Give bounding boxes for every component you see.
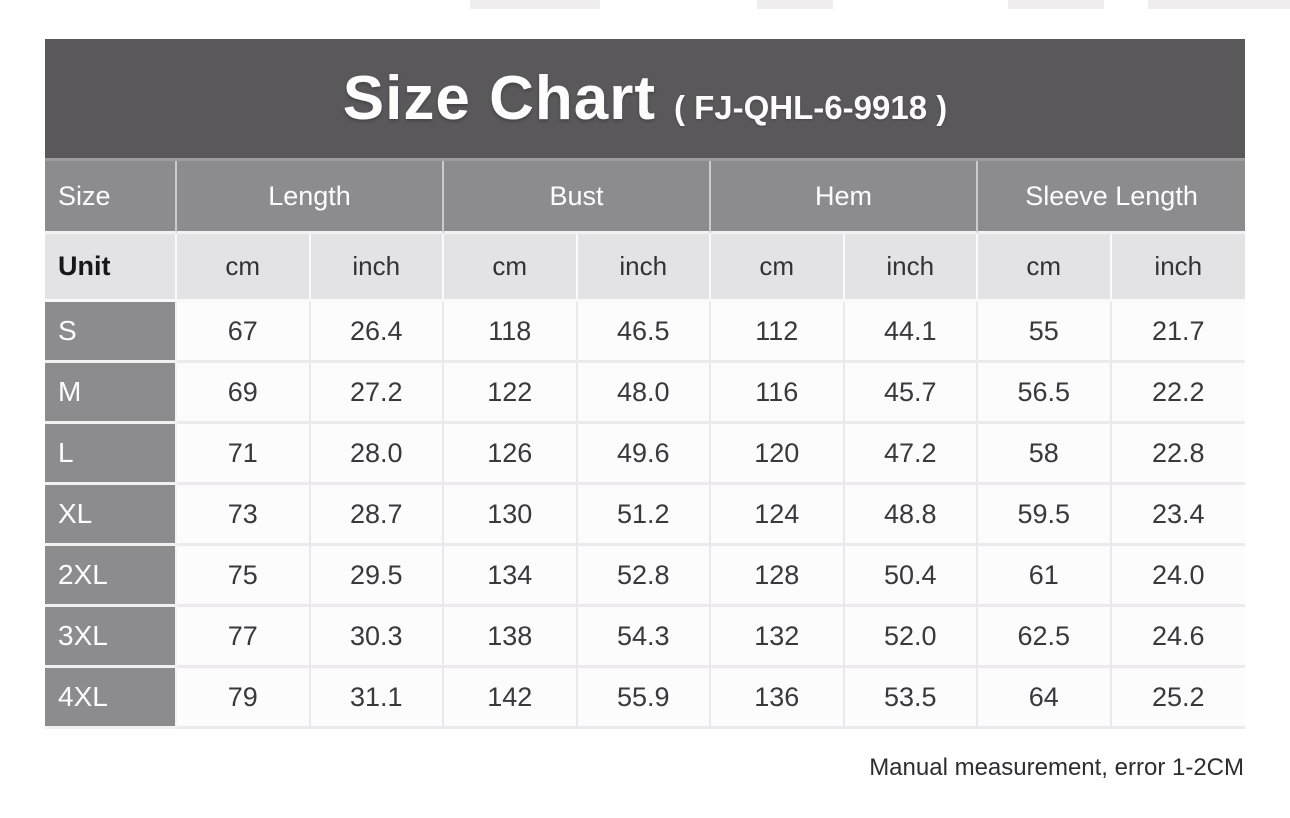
measurement-value: 142: [444, 668, 578, 729]
column-header-length: Length: [177, 161, 444, 234]
measurement-value: 61: [978, 546, 1112, 607]
measurement-value: 58: [978, 424, 1112, 485]
measurement-value: 28.0: [311, 424, 445, 485]
product-code: ( FJ-QHL-6-9918 ): [673, 89, 948, 126]
size-row: [45, 546, 1245, 607]
measurement-value: 28.7: [311, 485, 445, 546]
size-label: 2XL: [45, 546, 177, 607]
measurement-value: 24.6: [1112, 607, 1246, 668]
measurement-value: 62.5: [978, 607, 1112, 668]
size-chart-table: [45, 161, 1245, 729]
measurement-value: 31.1: [311, 668, 445, 729]
measurement-value: 26.4: [311, 302, 445, 363]
measurement-value: 22.8: [1112, 424, 1246, 485]
measurement-value: 47.2: [845, 424, 979, 485]
measurement-value: 52.8: [578, 546, 712, 607]
measurement-value: 54.3: [578, 607, 712, 668]
measurement-value: 50.4: [845, 546, 979, 607]
measurement-value: 55.9: [578, 668, 712, 729]
measurement-value: 44.1: [845, 302, 979, 363]
measurement-value: 48.0: [578, 363, 712, 424]
size-label: M: [45, 363, 177, 424]
size-label: S: [45, 302, 177, 363]
measurement-value: 138: [444, 607, 578, 668]
size-row: [45, 302, 1245, 363]
measurement-value: 134: [444, 546, 578, 607]
unit-cell: cm: [177, 234, 311, 302]
measurement-value: 122: [444, 363, 578, 424]
measurement-value: 55: [978, 302, 1112, 363]
measurement-value: 30.3: [311, 607, 445, 668]
measurement-value: 77: [177, 607, 311, 668]
measurement-value: 27.2: [311, 363, 445, 424]
cropped-image-fragment: [470, 0, 600, 9]
size-label: L: [45, 424, 177, 485]
measurement-value: 75: [177, 546, 311, 607]
unit-cell: inch: [1112, 234, 1246, 302]
measurement-value: 116: [711, 363, 845, 424]
measurement-value: 120: [711, 424, 845, 485]
size-chart-panel: [45, 39, 1245, 782]
measurement-value: 29.5: [311, 546, 445, 607]
measurement-value: 132: [711, 607, 845, 668]
measurement-value: 64: [978, 668, 1112, 729]
measurement-value: 23.4: [1112, 485, 1246, 546]
size-label: XL: [45, 485, 177, 546]
unit-cell: cm: [978, 234, 1112, 302]
unit-cell: inch: [311, 234, 445, 302]
measurement-value: 126: [444, 424, 578, 485]
cropped-image-fragment: [1008, 0, 1104, 9]
column-header-bust: Bust: [444, 161, 711, 234]
measurement-value: 53.5: [845, 668, 979, 729]
cropped-image-fragment: [1148, 0, 1290, 9]
measurement-value: 59.5: [978, 485, 1112, 546]
column-header-hem: Hem: [711, 161, 978, 234]
measurement-value: 67: [177, 302, 311, 363]
size-label: 3XL: [45, 607, 177, 668]
measurement-value: 118: [444, 302, 578, 363]
size-row: [45, 668, 1245, 729]
cropped-image-fragment: [757, 0, 833, 9]
measurement-value: 71: [177, 424, 311, 485]
measurement-value: 130: [444, 485, 578, 546]
measurement-value: 124: [711, 485, 845, 546]
size-row: [45, 485, 1245, 546]
unit-cell: inch: [845, 234, 979, 302]
measurement-value: 45.7: [845, 363, 979, 424]
unit-row: [45, 234, 1245, 302]
unit-cell: cm: [444, 234, 578, 302]
unit-row-label: Unit: [45, 234, 177, 302]
measurement-value: 128: [711, 546, 845, 607]
measurement-value: 24.0: [1112, 546, 1246, 607]
measurement-value: 69: [177, 363, 311, 424]
page-title: Size Chart: [342, 64, 656, 133]
measurement-value: 25.2: [1112, 668, 1246, 729]
measurement-value: 79: [177, 668, 311, 729]
title-banner: [45, 39, 1245, 161]
measurement-value: 21.7: [1112, 302, 1246, 363]
size-row: [45, 607, 1245, 668]
measurement-value: 22.2: [1112, 363, 1246, 424]
measurement-value: 46.5: [578, 302, 712, 363]
measurement-note: Manual measurement, error 1-2CM: [869, 754, 1244, 781]
measurement-value: 52.0: [845, 607, 979, 668]
measurement-value: 49.6: [578, 424, 712, 485]
measurement-value: 73: [177, 485, 311, 546]
column-header-sleeve-length: Sleeve Length: [978, 161, 1245, 234]
size-row: [45, 424, 1245, 485]
measurement-value: 56.5: [978, 363, 1112, 424]
measurement-value: 136: [711, 668, 845, 729]
measurement-value: 112: [711, 302, 845, 363]
size-row: [45, 363, 1245, 424]
unit-cell: inch: [578, 234, 712, 302]
size-label: 4XL: [45, 668, 177, 729]
measurement-value: 48.8: [845, 485, 979, 546]
unit-cell: cm: [711, 234, 845, 302]
column-header-size: Size: [45, 161, 177, 234]
measurement-value: 51.2: [578, 485, 712, 546]
column-header-row: [45, 161, 1245, 234]
